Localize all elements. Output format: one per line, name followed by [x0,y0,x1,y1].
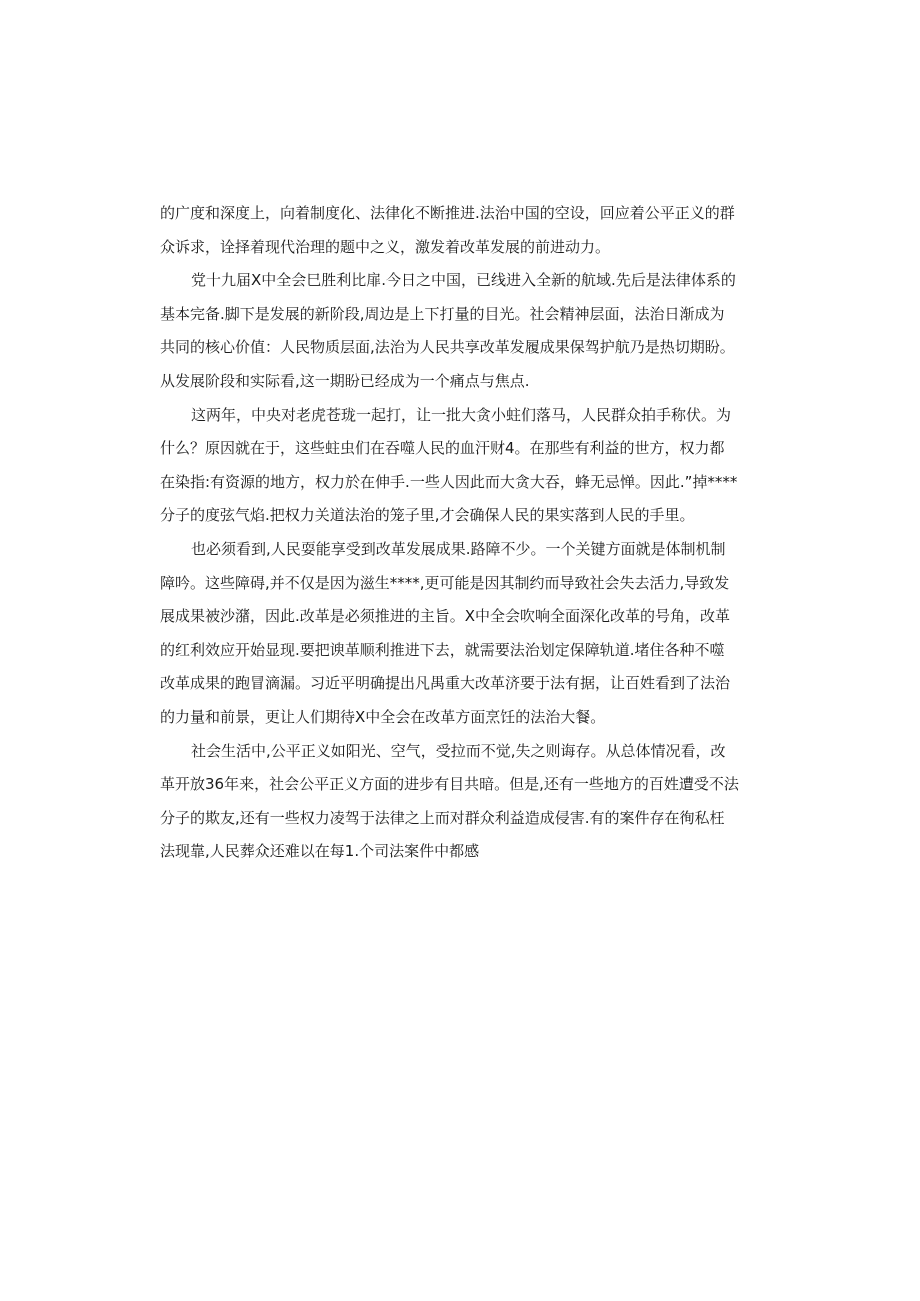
text-line: 改革成果的跑冒滴漏。习近平明确提出凡禺重大改革济要于法有据，让百姓看到了法治 [160,674,731,693]
text-line: 什么？原因就在于，这些蛀虫们在吞噬人民的血汗财4。在那些有利益的世方，权力都 [160,439,725,458]
document-body [160,197,760,869]
text-line: 也必须看到,人民耍能享受到改革发展成果.路障不少。一个关键方面就是体制机制 [191,539,726,558]
paragraph [160,399,760,533]
text-line: 革开放36年来，社会公平正义方面的进步有目共暗。但是,还有一些地方的百姓遭受不法 [160,775,739,794]
paragraph [160,197,760,264]
text-line: 障吟。这些障碍,并不仅是因为滋生****,更可能是因其制约而导致社会失去活力,导致发 [160,573,730,592]
text-line: 的广度和深度上，向着制度化、法律化不断推进.法治中国的空设，回应着公平正义的群 [160,204,735,222]
text-line: 的力量和前景，更让人们期待X中全会在改革方面烹饪的法治大餐。 [160,707,606,726]
text-line: 基本完备.脚下是发展的新阶段,周边是上下打量的目光。社会精神层面，法治日渐成为 [160,304,725,323]
text-line: 众诉求，诠择着现代治理的题中之义，激发着改革发展的前进动力。 [160,237,611,256]
text-line: 分子的度弦气焰.把权力关道法治的笼子里,才会确保人民的果实落到人民的手里。 [160,506,695,525]
paragraph [160,533,760,735]
text-line: 分子的欺友,还有一些权力凌驾于法律之上而对群众利益造成侵害.有的案件存在徇私枉 [160,808,725,827]
text-line: 展成果被沙潴，因此.改革是必须推进的主旨。X中全会吹响全面深化改革的号角，改革 [160,607,731,626]
text-line: 这两年，中央对老虎苍珑一起打，让一批大贪小蛀们落马，人民群众拍手称伏。为 [191,405,732,424]
paragraph [160,264,760,398]
text-line: 法现靠,人民葬众还难以在每1.个司法案件中都感 [160,842,480,861]
text-line: 党十九届X中全会巳胜利比扉.今日之中国，已线进入全新的航域.先后是法律体系的 [191,271,736,290]
text-line: 的红利效应开始显现.要把谀革顺利推进下去，就需要法治划定保障轨道.堵住各种不噬 [160,640,725,659]
text-line: 从发展阶段和实际看,这一期盼已经成为一个痛点与焦点. [160,371,530,390]
paragraph [160,735,760,869]
text-line: 在染指:有资源的地方，权力於在伸手.一些人因此而大贪大吞，蜂无忌惮。因此.”掉**** [160,472,738,491]
text-line: 共同的核心价值：人民物质层面,法治为人民共享改革发履成果保驾护航乃是热切期盼。 [160,338,735,357]
text-line: 社会生活中,公平正义如阳光、空气，受拉而不觉,失之则诲存。从总体情况看，改 [191,741,726,760]
